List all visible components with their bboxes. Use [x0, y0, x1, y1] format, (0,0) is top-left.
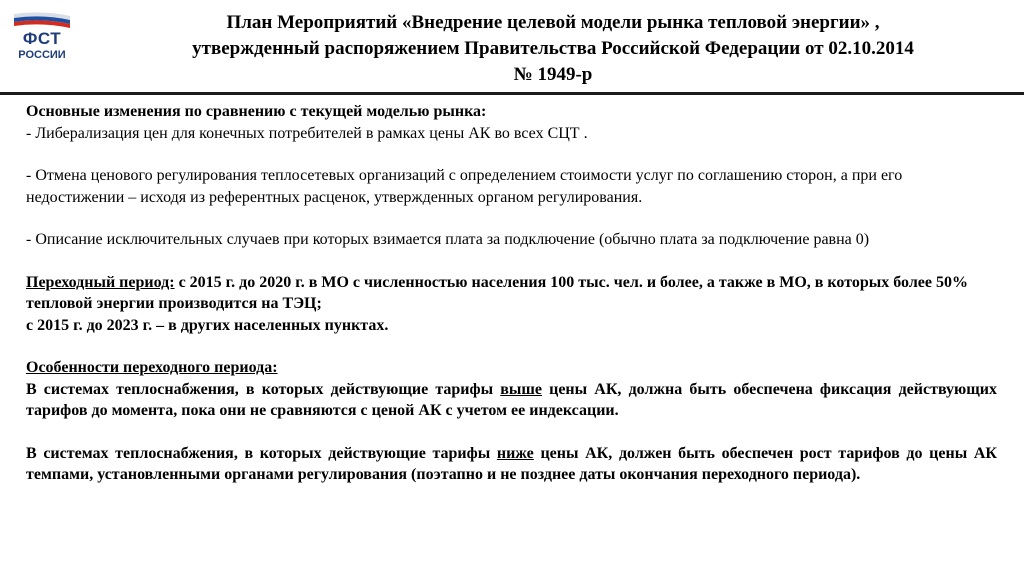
- slide-body: [26, 101, 997, 486]
- main-changes-heading: Основные изменения по сравнению с текущей моделью рынка:: [26, 103, 487, 120]
- feature-2-text-b: цены АК, должен быть обеспечен рост тарифов до цены АК темпами, установленными органами регулирования (поэтапно и не позднее даты окончания переходного периода).: [26, 444, 997, 483]
- change-item-2: - Отмена ценового регулирования теплосетевых организаций с определением стоимости услуг по соглашению сторон, а при его недостижении – исходя из референтных расценок, утвержденных органом регулирования.: [26, 167, 903, 206]
- page-title: [100, 10, 1006, 88]
- russian-flag-icon: [12, 12, 72, 30]
- header-divider: [0, 92, 1024, 95]
- fst-russia-logo: [12, 12, 72, 64]
- transition-features-heading: Особенности переходного периода:: [26, 359, 278, 376]
- title-line-2: утвержденный распоряжением Правительства Российской Федерации от 02.10.2014: [192, 38, 914, 59]
- change-item-3: - Описание исключительных случаев при которых взимается плата за подключение (обычно плата за подключение равна 0): [26, 231, 870, 248]
- logo-text-fst: ФСТ: [22, 29, 62, 48]
- transition-period-text-2: с 2015 г. до 2023 г. – в других населенных пунктах.: [26, 316, 389, 334]
- title-line-3: № 1949-р: [513, 64, 593, 85]
- transition-period-label: Переходный период:: [26, 273, 175, 291]
- transition-period-text-1: с 2015 г. до 2020 г. в МО с численностью населения 100 тыс. чел. и более, а также в МО, в которых более 50% тепловой энергии производится на ТЭЦ;: [26, 273, 968, 312]
- feature-paragraph-1: [26, 379, 997, 422]
- change-item-1: - Либерализация цен для конечных потребителей в рамках цены АК во всех СЦТ .: [26, 124, 588, 142]
- logo-text-russia: РОССИИ: [18, 49, 66, 61]
- feature-2-emphasis: ниже: [496, 444, 534, 462]
- title-line-1: План Мероприятий «Внедрение целевой модели рынка тепловой энергии» ,: [226, 12, 880, 33]
- feature-1-text-b: цены АК, должна быть обеспечена фиксация действующих тарифов до момента, пока они не сравняются с ценой АК с учетом ее индексации.: [26, 380, 997, 419]
- feature-paragraph-2: [26, 443, 997, 486]
- transition-period-paragraph: [26, 272, 997, 315]
- feature-2-text-a: В системах теплоснабжения, в которых действующие тарифы: [26, 444, 497, 462]
- feature-1-text-a: В системах теплоснабжения, в которых действующие тарифы: [26, 380, 501, 398]
- feature-1-emphasis: выше: [500, 380, 542, 398]
